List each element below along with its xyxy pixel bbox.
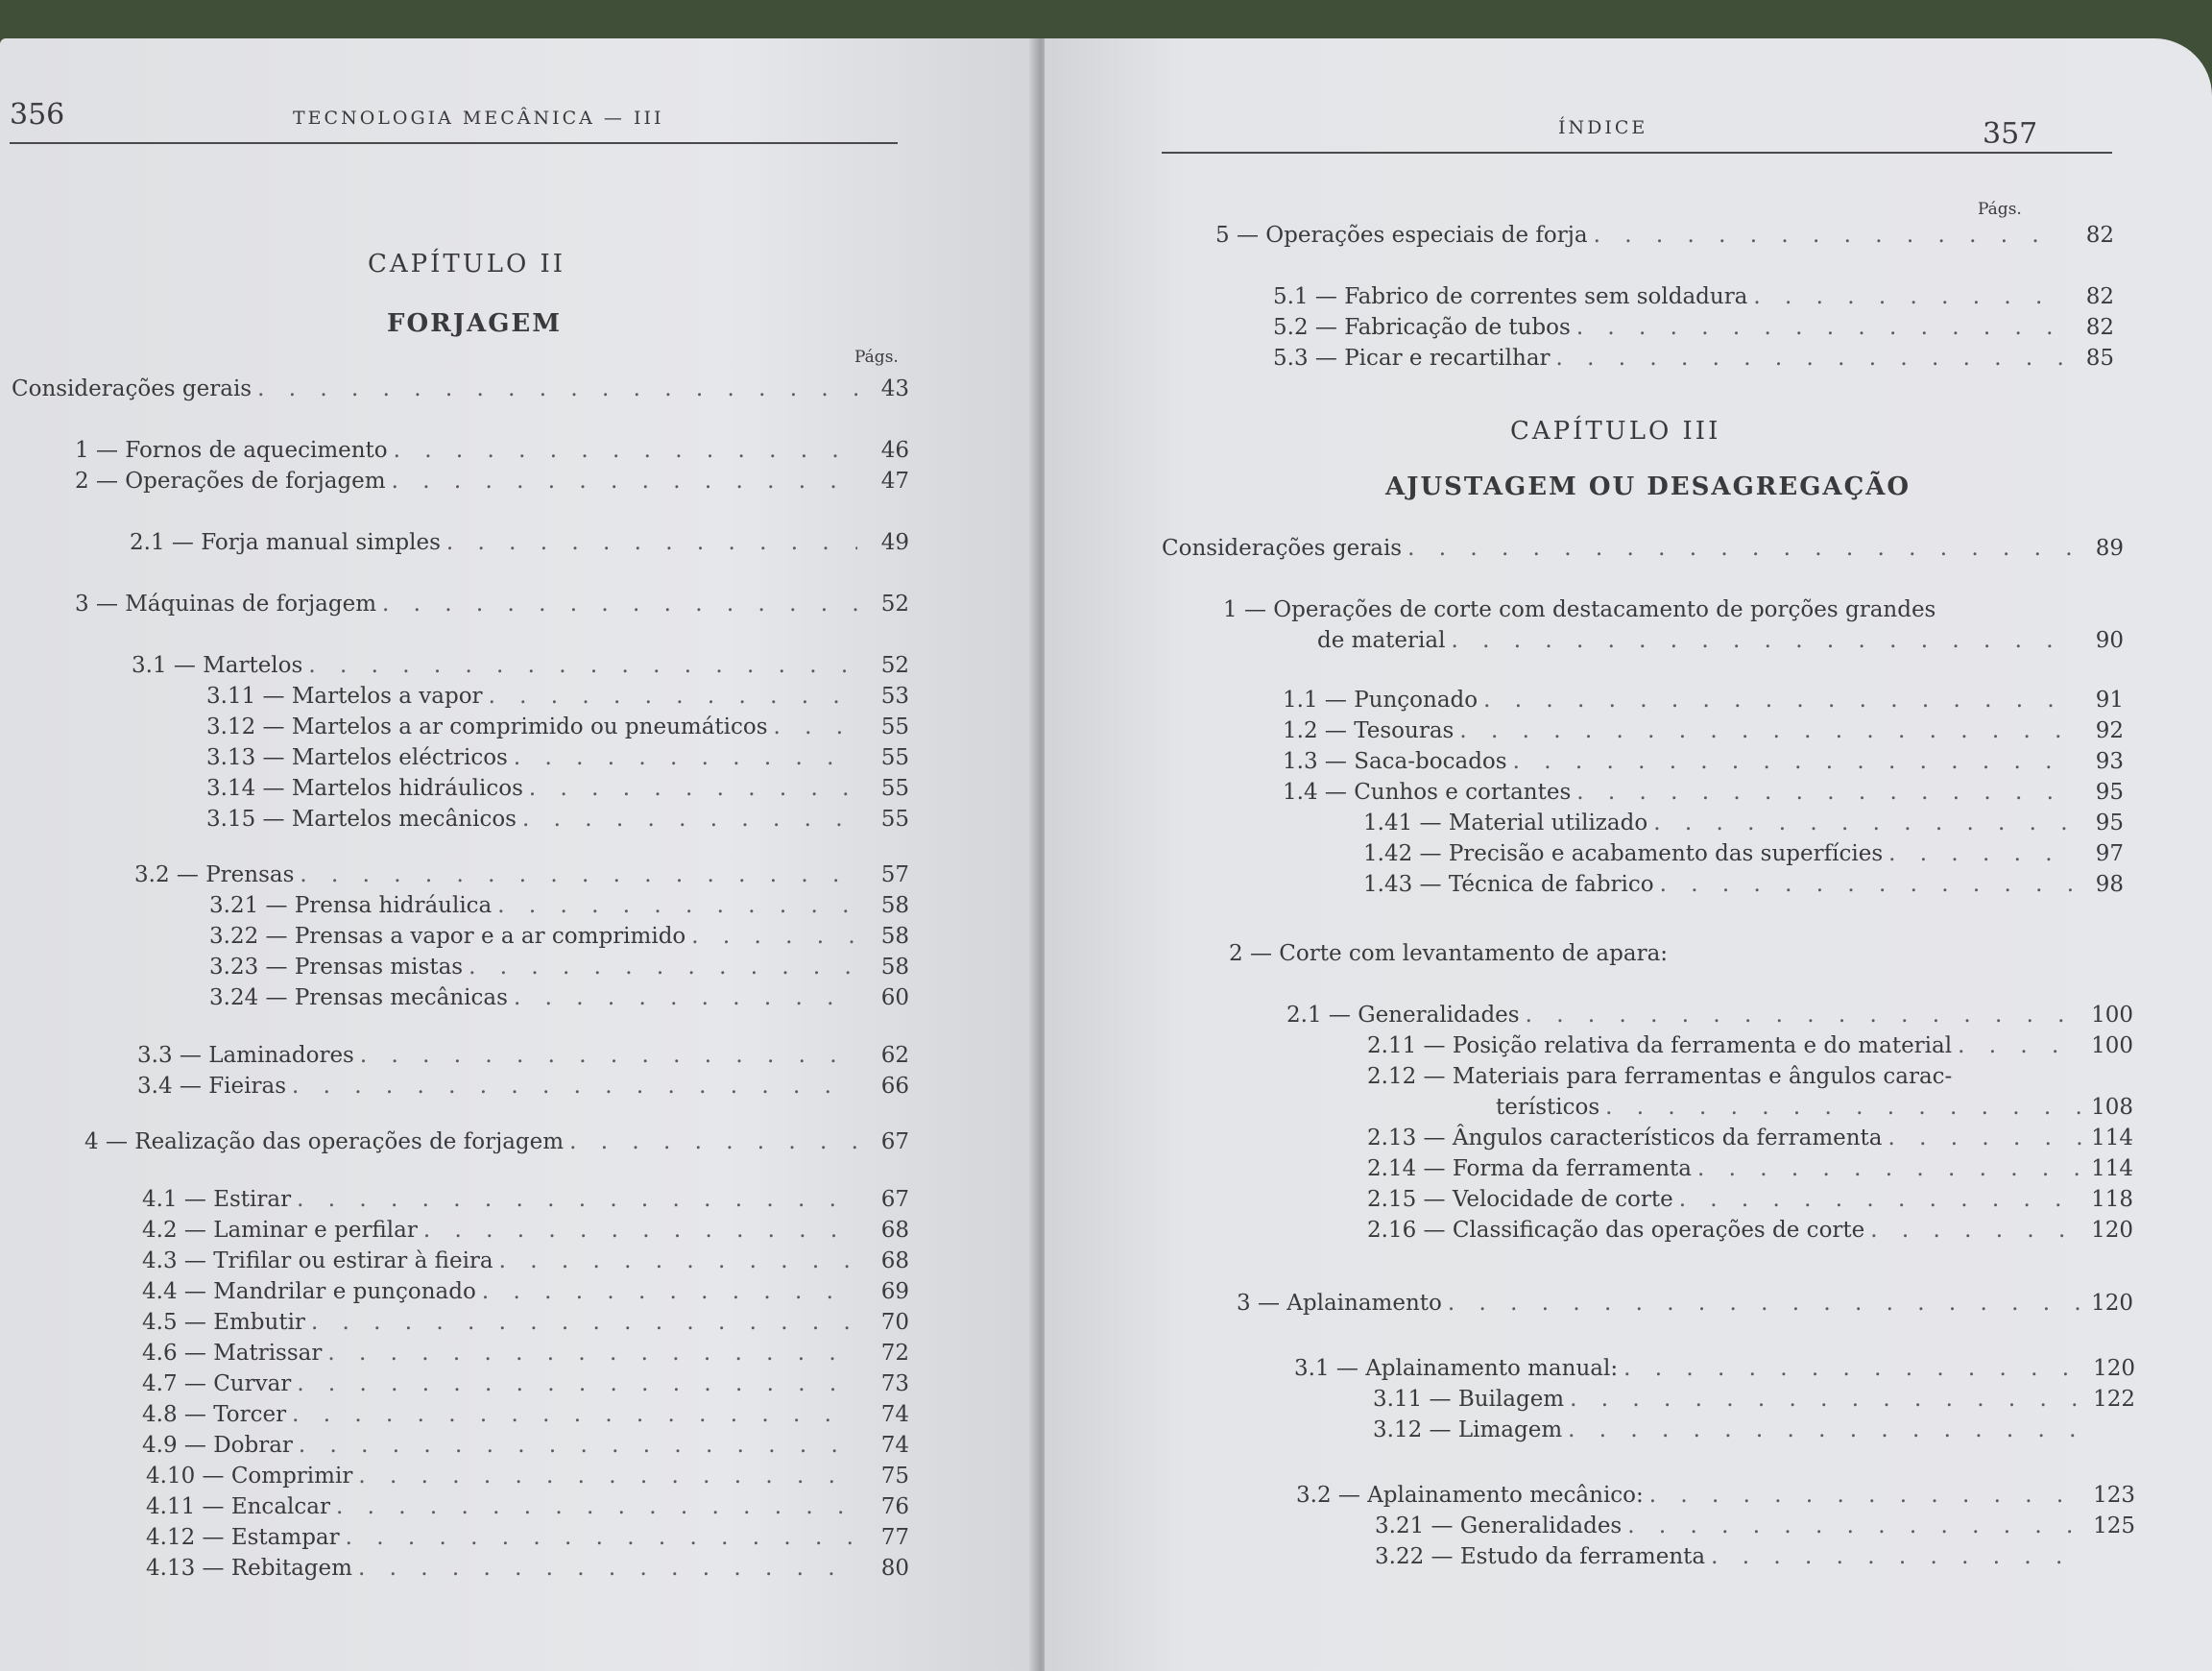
toc-entry: 5.3 — Picar e recartilhar . . . 85 <box>1273 346 2114 375</box>
toc-entry: 5.2 — Fabricação de tubos . . . 82 <box>1273 315 2114 344</box>
header-rule <box>1162 152 2112 154</box>
toc-entry: Considerações gerais . . . 43 <box>12 376 909 405</box>
toc-entry: 1.2 — Tesouras . . . 92 <box>1283 718 2124 747</box>
toc-entry: 2.11 — Posição relativa da ferramenta e do material . . . 100 <box>1367 1033 2133 1062</box>
toc-entry: 4.7 — Curvar . . . 73 <box>142 1371 909 1400</box>
toc-entry: 2.1 — Forja manual simples . . . 49 <box>130 530 909 559</box>
toc-entry: 3.22 — Estudo da ferramenta . . . <box>1375 1544 2135 1573</box>
toc-entry: 2 — Operações de forjagem . . . 47 <box>75 469 909 497</box>
chapter-title: AJUSTAGEM OU DESAGREGAÇÃO <box>1385 472 1911 501</box>
toc-entry: 3.4 — Fieiras . . . 66 <box>137 1074 909 1102</box>
toc-entry: 4.12 — Estampar . . . 77 <box>146 1525 909 1554</box>
toc-entry: de material . . . 90 <box>1317 628 2124 657</box>
toc-entry: 2.1 — Generalidades . . . 100 <box>1286 1003 2133 1031</box>
chapter-heading: CAPÍTULO II <box>368 250 566 278</box>
toc-entry: Considerações gerais . . . 89 <box>1162 536 2124 565</box>
running-head: ÍNDICE <box>1558 117 1648 138</box>
toc-entry: 2.14 — Forma da ferramenta . . . 114 <box>1367 1156 2133 1185</box>
toc-entry: 4.5 — Embutir . . . 70 <box>142 1310 909 1339</box>
toc-entry: terísticos . . . 108 <box>1496 1095 2133 1124</box>
toc-entry: 3.24 — Prensas mecânicas . . . 60 <box>209 985 909 1014</box>
toc-entry: 4.1 — Estirar . . . 67 <box>142 1187 909 1216</box>
page-number: 357 <box>1983 117 2038 151</box>
toc-entry: 3.12 — Martelos a ar comprimido ou pneumáticos . . . 55 <box>206 714 909 743</box>
toc-entry: 1.3 — Saca-bocados . . . 93 <box>1283 749 2124 778</box>
toc-entry: 4.3 — Trifilar ou estirar à fieira . . . 68 <box>142 1248 909 1277</box>
toc-entry: 3.1 — Aplainamento manual: . . . 120 <box>1294 1356 2135 1385</box>
toc-entry: 1 — Fornos de aquecimento . . . 46 <box>75 438 909 467</box>
toc-entry: 3 — Máquinas de forjagem . . . 52 <box>75 592 909 620</box>
toc-entry: 3.15 — Martelos mecânicos . . . 55 <box>206 807 909 836</box>
toc-entry: 2.16 — Classificação das operações de corte . . . 120 <box>1367 1218 2133 1247</box>
toc-entry-label: 2.12 — Materiais para ferramentas e ângulos carac- <box>1367 1064 1953 1089</box>
toc-entry: 2.13 — Ângulos característicos da ferramenta . . . 114 <box>1367 1126 2133 1154</box>
toc-entry: 2.15 — Velocidade de corte . . . 118 <box>1367 1187 2133 1216</box>
toc-entry: 3.22 — Prensas a vapor e a ar comprimido . . . 58 <box>209 924 909 953</box>
toc-entry: 3.1 — Martelos . . . 52 <box>132 653 909 682</box>
right-page <box>1045 38 2212 1671</box>
toc-entry: 1.41 — Material utilizado . . . 95 <box>1363 811 2124 839</box>
page-number: 356 <box>10 98 65 132</box>
toc-entry: 4.2 — Laminar e perfilar . . . 68 <box>142 1218 909 1247</box>
pags-label: Págs. <box>1978 200 2022 219</box>
toc-entry: 1.42 — Precisão e acabamento das superfícies . . . 97 <box>1363 841 2124 870</box>
toc-entry: 4.8 — Torcer . . . 74 <box>142 1402 909 1431</box>
toc-entry: 4.4 — Mandrilar e punçonado . . . 69 <box>142 1279 909 1308</box>
toc-entry: 3 — Aplainamento . . . 120 <box>1237 1291 2133 1320</box>
toc-entry: 4 — Realização das operações de forjagem . . . 67 <box>84 1129 909 1158</box>
toc-entry: 3.11 — Builagem . . . 122 <box>1373 1387 2135 1416</box>
toc-entry: 3.12 — Limagem . . . <box>1373 1417 2135 1446</box>
toc-entry-label: 2 — Corte com levantamento de apara: <box>1229 941 1669 966</box>
toc-entry: 1.1 — Punçonado . . . 91 <box>1283 688 2124 716</box>
toc-entry: 3.21 — Prensa hidráulica . . . 58 <box>209 893 909 922</box>
toc-entry-label: 1 — Operações de corte com destacamento de porções grandes <box>1223 597 1936 622</box>
chapter-title: FORJAGEM <box>387 309 562 338</box>
left-page <box>0 38 1037 1671</box>
toc-entry: 4.10 — Comprimir . . . 75 <box>146 1464 909 1492</box>
pags-label: Págs. <box>854 348 899 367</box>
toc-entry: 3.21 — Generalidades . . . 125 <box>1375 1514 2135 1542</box>
toc-entry: 3.2 — Prensas . . . 57 <box>134 862 909 891</box>
toc-entry: 1.4 — Cunhos e cortantes . . . 95 <box>1283 780 2124 809</box>
toc-entry: 4.6 — Matrissar . . . 72 <box>142 1341 909 1369</box>
toc-entry: 3.2 — Aplainamento mecânico: . . . 123 <box>1296 1483 2135 1512</box>
toc-entry: 3.11 — Martelos a vapor . . . 53 <box>206 684 909 713</box>
toc-entry: 3.13 — Martelos eléctricos . . . 55 <box>206 745 909 774</box>
toc-entry: 3.23 — Prensas mistas . . . 58 <box>209 955 909 983</box>
toc-entry: 4.13 — Rebitagem . . . 80 <box>146 1556 909 1585</box>
chapter-heading: CAPÍTULO III <box>1510 417 1721 446</box>
toc-entry: 5.1 — Fabrico de correntes sem soldadura . . . 82 <box>1273 284 2114 313</box>
toc-entry: 5 — Operações especiais de forja . . . 82 <box>1215 223 2114 252</box>
header-rule <box>10 142 898 144</box>
toc-entry: 4.9 — Dobrar . . . 74 <box>142 1433 909 1462</box>
toc-entry: 4.11 — Encalcar . . . 76 <box>146 1494 909 1523</box>
toc-entry: 3.3 — Laminadores . . . 62 <box>137 1043 909 1072</box>
running-head: TECNOLOGIA MECÂNICA — III <box>293 108 664 129</box>
toc-entry: 3.14 — Martelos hidráulicos . . . 55 <box>206 776 909 805</box>
toc-entry: 1.43 — Técnica de fabrico . . . 98 <box>1363 872 2124 901</box>
